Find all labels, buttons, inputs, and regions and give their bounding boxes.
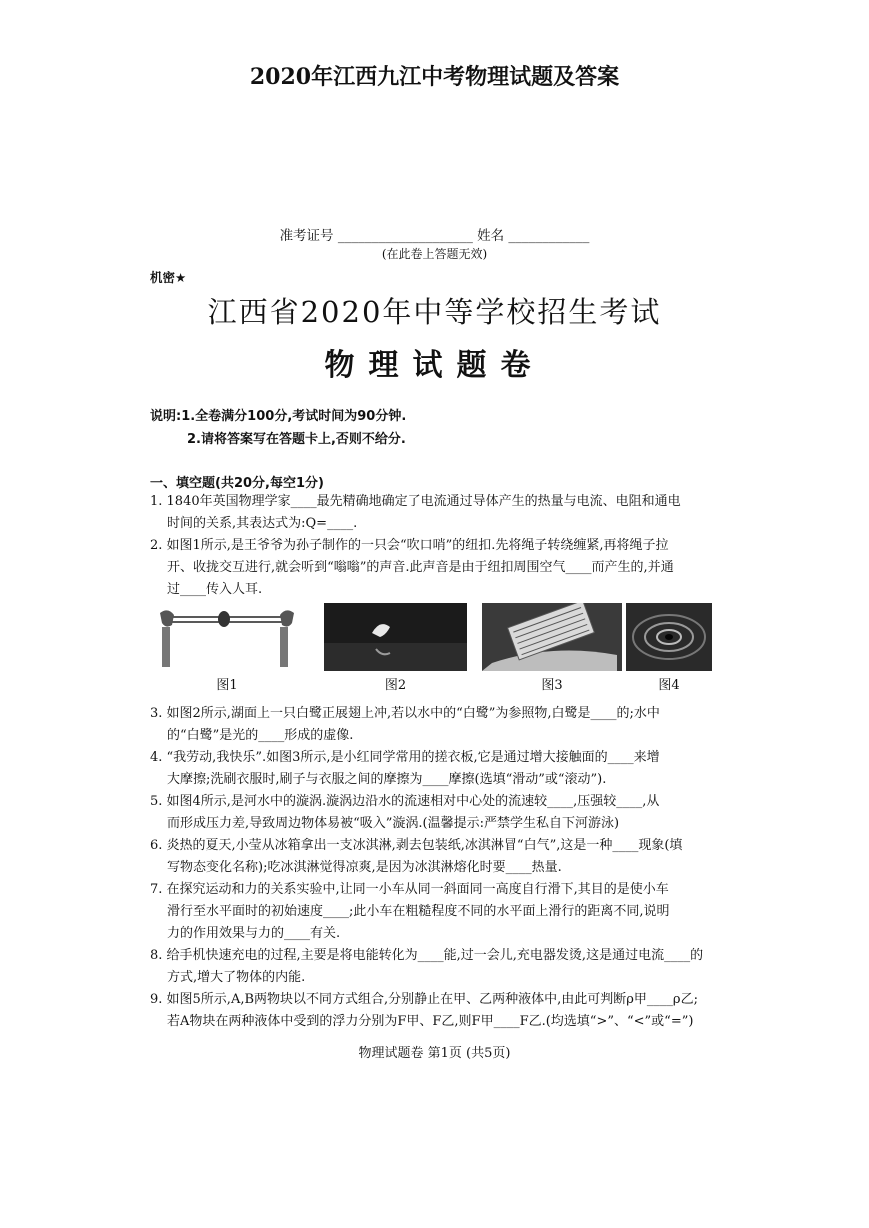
question-line: 4. “我劳动,我快乐”.如图3所示,是小红同学常用的搓衣板,它是通过增大接触面的____来增	[150, 750, 660, 765]
figure-caption: 图1	[216, 678, 238, 693]
secret-mark: 机密★	[150, 270, 187, 285]
question-line: 7. 在探究运动和力的关系实验中,让同一小车从同一斜面同一高度自行滑下,其目的是使小车	[150, 882, 669, 897]
figure-caption: 图2	[384, 678, 407, 693]
question-line: 9. 如图5所示,A,B两物块以不同方式组合,分别静止在甲、乙两种液体中,由此可判断ρ甲____ρ乙;	[150, 992, 698, 1007]
question-line: 6. 炎热的夏天,小莹从冰箱拿出一支冰淇淋,剥去包装纸,冰淇淋冒“白气”,这是一种____现象(填	[150, 838, 683, 853]
button-whistle-illustration-icon	[152, 603, 302, 671]
figure-4-image	[626, 603, 712, 671]
question-8	[150, 945, 722, 989]
question-line: 若A物块在两种液体中受到的浮力分别为F甲、F乙,则F甲____F乙.(均选填“>”、“<”或“=”)	[167, 1014, 694, 1029]
question-3	[150, 703, 722, 747]
question-line: 5. 如图4所示,是河水中的漩涡.漩涡边沿水的流速相对中心处的流速较____,压强较____,从	[150, 794, 660, 809]
paper-title: 物理试题卷	[324, 348, 545, 383]
question-6	[150, 835, 722, 879]
egret-photo-icon	[324, 603, 467, 671]
figure-3-image	[482, 603, 622, 671]
exam-name: 江西省2020年中等学校招生考试	[207, 295, 662, 329]
section-title: 一、填空题(共20分,每空1分)	[150, 476, 324, 491]
question-line: 力的作用效果与力的____有关.	[167, 926, 341, 941]
candidate-info-line: 准考证号 ____________________ 姓名 ____________	[279, 228, 590, 244]
question-line: 而形成压力差,导致周边物体易被“吸入”漩涡.(温馨提示:严禁学生私自下河游泳)	[167, 816, 620, 831]
figure-2-image	[324, 603, 467, 671]
instruction-note-1: 说明:1.全卷满分100分,考试时间为90分钟.	[150, 409, 407, 424]
document-title: 2020年江西九江中考物理试题及答案	[249, 64, 620, 90]
figure-caption: 图4	[658, 678, 680, 693]
question-5	[150, 791, 722, 835]
question-line: 时间的关系,其表达式为:Q=____.	[167, 516, 358, 531]
page-footer: 物理试题卷 第1页 (共5页)	[358, 1046, 511, 1061]
question-line: 的“白鹭”是光的____形成的虚像.	[167, 728, 354, 743]
instruction-note-2: 2.请将答案写在答题卡上,否则不给分.	[187, 432, 406, 447]
candidate-note: (在此卷上答题无效)	[381, 247, 488, 261]
question-1	[150, 491, 722, 535]
washboard-photo-icon	[482, 603, 622, 671]
question-2	[150, 535, 722, 601]
question-line: 写物态变化名称);吃冰淇淋觉得凉爽,是因为冰淇淋熔化时要____热量.	[167, 860, 562, 875]
question-line: 大摩擦;洗刷衣服时,刷子与衣服之间的摩擦为____摩擦(选填“滑动”或“滚动”).	[167, 772, 607, 787]
figure-caption: 图3	[541, 678, 563, 693]
question-4	[150, 747, 722, 791]
question-line: 8. 给手机快速充电的过程,主要是将电能转化为____能,过一会儿,充电器发烫,这是通过电流____的	[150, 948, 704, 963]
question-7	[150, 879, 722, 945]
question-line: 过____传入人耳.	[167, 582, 263, 597]
question-line: 开、收拢交互进行,就会听到“嗡嗡”的声音.此声音是由于纽扣周围空气____而产生的,并通	[167, 560, 674, 575]
question-line: 滑行至水平面时的初始速度____;此小车在粗糙程度不同的水平面上滑行的距离不同,说明	[167, 904, 670, 919]
question-line: 3. 如图2所示,湖面上一只白鹭正展翅上冲,若以水中的“白鹭”为参照物,白鹭是____的;水中	[150, 706, 660, 721]
question-line: 2. 如图1所示,是王爷爷为孙子制作的一只会“吹口哨”的纽扣.先将绳子转绕缠紧,再将绳子拉	[150, 538, 669, 553]
figure-1-image	[152, 603, 302, 671]
question-line: 方式,增大了物体的内能.	[167, 970, 306, 985]
question-9	[150, 989, 722, 1033]
whirlpool-photo-icon	[626, 603, 712, 671]
question-line: 1. 1840年英国物理学家____最先精确地确定了电流通过导体产生的热量与电流、电阻和通电	[150, 494, 681, 509]
